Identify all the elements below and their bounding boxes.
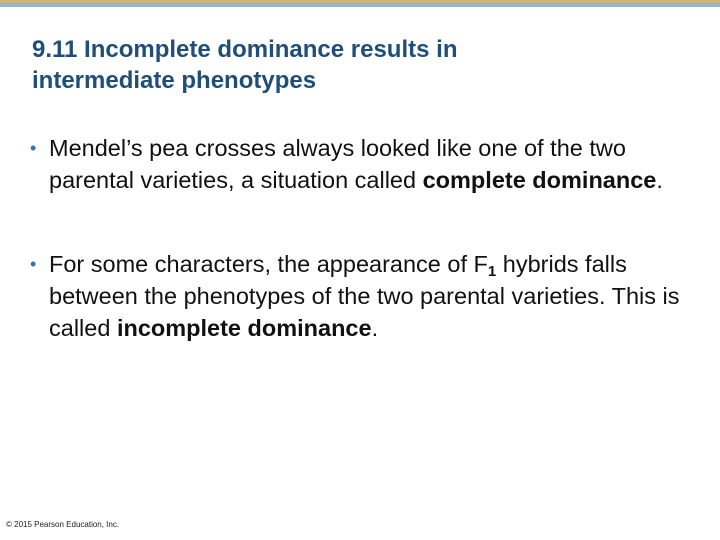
bullet-list xyxy=(28,132,708,344)
bullet-item-complete-dominance xyxy=(28,132,708,196)
copyright-footer: © 2015 Pearson Education, Inc. xyxy=(6,520,120,529)
bullet-1-text: Mendel’s pea crosses always looked like one of the two parental varieties, a situation called xyxy=(49,135,626,193)
bullet-2-end: . xyxy=(371,315,379,341)
bullet-1-end: . xyxy=(656,167,663,193)
bullet-2-term: incomplete dominance xyxy=(116,315,372,341)
bullet-marker: • xyxy=(30,138,37,158)
bullet-2-text-start: For some characters, the appearance of F xyxy=(49,251,488,277)
bullet-2-text-middle: hybrids falls between the phenotypes of the two parental varieties. This is called xyxy=(49,251,680,341)
slide-title-line-1: 9.11 Incomplete dominance results in xyxy=(32,36,458,63)
slide-title-line-2: intermediate phenotypes xyxy=(32,67,317,94)
bullet-2-subscript: 1 xyxy=(487,263,497,280)
slide-title xyxy=(32,34,692,96)
bullet-item-incomplete-dominance xyxy=(28,248,708,344)
top-accent-bar-blue xyxy=(0,3,720,7)
bullet-marker: • xyxy=(30,254,37,274)
bullet-1-term: complete dominance xyxy=(422,167,657,193)
